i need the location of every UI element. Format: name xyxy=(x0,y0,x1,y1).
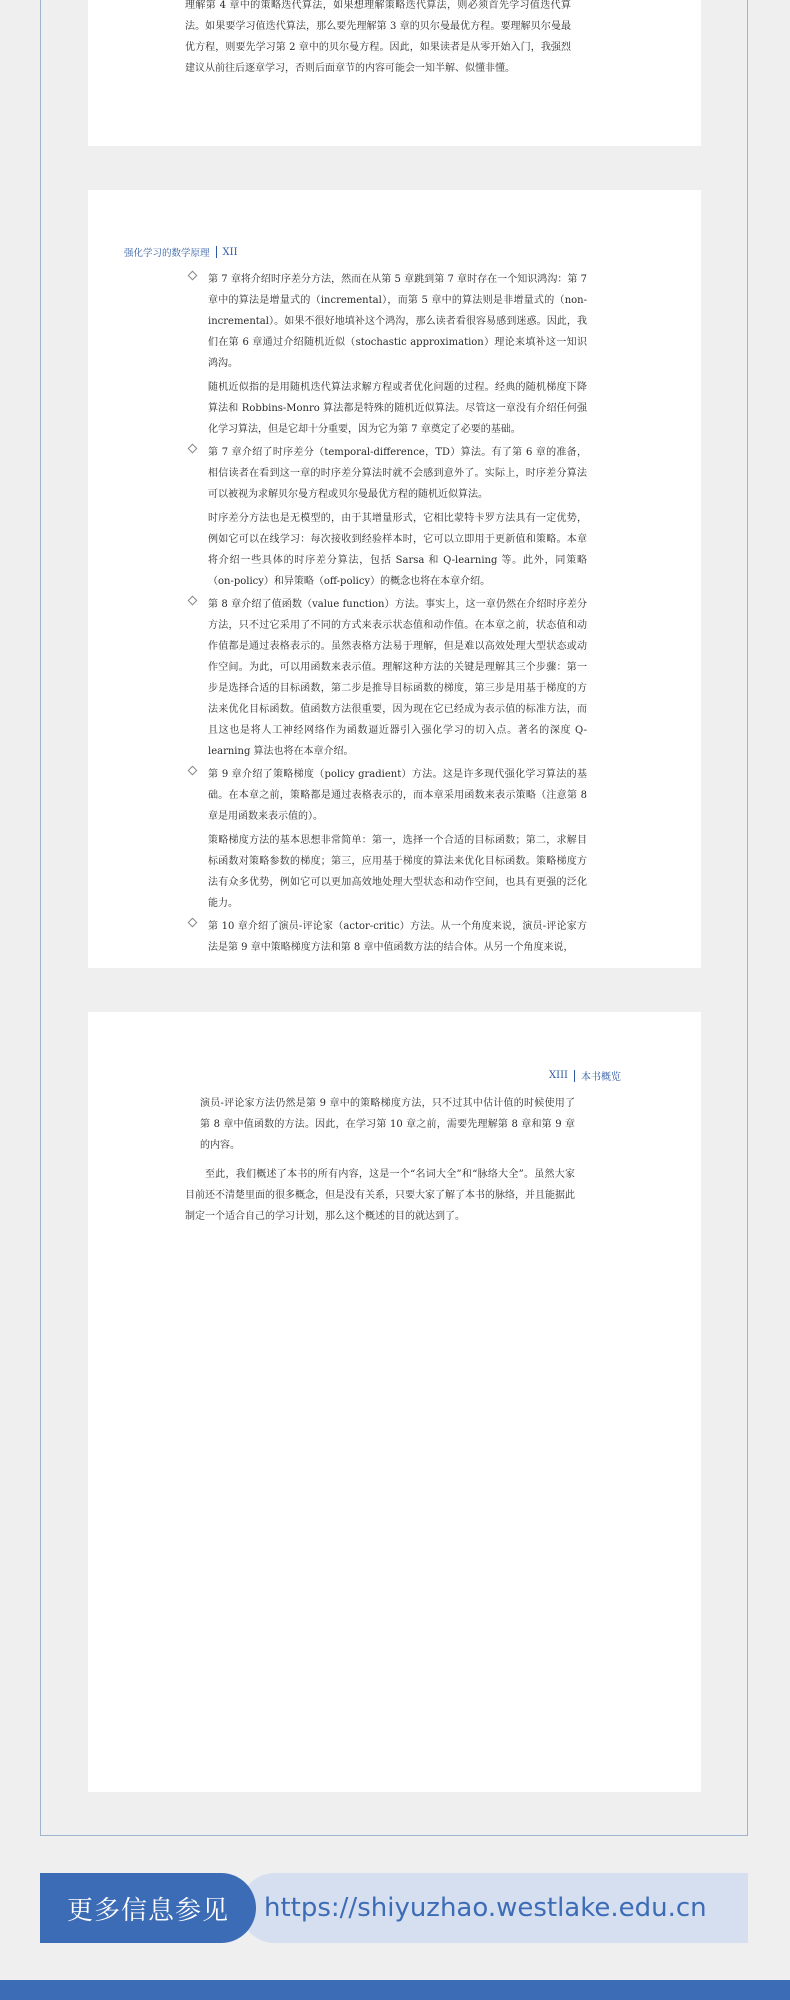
diamond-bullet-icon xyxy=(188,271,198,281)
running-header xyxy=(124,245,238,259)
item-text: 第 10 章介绍了演员-评论家（actor-critic）方法。从一个角度来说，演员-评论家方法是第 9 章中策略梯度方法和第 8 章中值函数方法的结合体。从另一个角度来说， xyxy=(208,921,587,953)
item-subtext: 策略梯度方法的基本思想非常简单：第一，选择一个合适的目标函数；第二，求解目标函数对策略参数的梯度；第三，应用基于梯度的算法来优化目标函数。策略梯度方法有众多优势，例如它可以更加高效地处理大型状态和动作空间，也具有更强的泛化能力。 xyxy=(208,835,587,909)
more-info-button[interactable]: 更多信息参见 xyxy=(40,1873,256,1943)
page-number: XII xyxy=(222,246,238,258)
diamond-bullet-icon xyxy=(188,444,198,454)
book-page-xiii xyxy=(88,1012,701,1792)
list-item xyxy=(208,269,587,440)
more-info-banner xyxy=(40,1873,748,1943)
diamond-bullet-icon xyxy=(188,596,198,606)
section-title: 本书概览 xyxy=(581,1072,621,1083)
item-text: 第 7 章将介绍时序差分方法，然而在从第 5 章跳到第 7 章时存在一个知识鸿沟：第 7 章中的算法是增量式的（incremental），而第 5 章中的算法则是非增量式的（non-incremental）。如果不很好地填补这个鸿沟，那么读者看很容易感到迷惑。因此，我们在第 6 章通过介绍随机近似（stochastic approximation）理论来填补这一知识鸿沟。 xyxy=(208,274,587,369)
diamond-bullet-icon xyxy=(188,918,198,928)
page-paragraph: 至此，我们概述了本书的所有内容，这是一个“名词大全”和“脉络大全”。虽然大家目前还不清楚里面的很多概念，但是没有关系，只要大家了解了本书的脉络，并且能据此制定一个适合自己的学习计划，那么这个概述的目的就达到了。 xyxy=(185,1169,575,1222)
website-link[interactable]: https://shiyuzhao.westlake.edu.cn xyxy=(240,1873,748,1943)
item-text: 第 8 章介绍了值函数（value function）方法。事实上，这一章仍然在介绍时序差分方法，只不过它采用了不同的方式来表示状态值和动作值。在本章之前，状态值和动作值都是通过表格表示的。虽然表格方法易于理解，但是难以高效处理大型状态或动作空间。为此，可以用函数来表示值。理解这种方法的关键是理解其三个步骤：第一步是选择合适的目标函数，第二步是推导目标函数的梯度，第三步是用基于梯度的方法来优化目标函数。值函数方法很重要，因为现在它已经成为表示值的标准方法，而且这也是将人工神经网络作为函数逼近器引入强化学习的切入点。著名的深度 Q-learning 算法也将在本章介绍。 xyxy=(208,599,587,757)
book-title: 强化学习的数学原理 xyxy=(124,248,210,259)
bottom-accent-bar xyxy=(0,1980,790,2000)
page-paragraph: 演员-评论家方法仍然是第 9 章中的策略梯度方法，只不过其中估计值的时候使用了第 8 章中值函数的方法。因此，在学习第 10 章之前，需要先理解第 8 章和第 9 章的内容。 xyxy=(200,1098,575,1151)
item-text: 第 7 章介绍了时序差分（temporal-difference，TD）算法。有了第 6 章的准备，相信读者在看到这一章的时序差分算法时就不会感到意外了。实际上，时序差分算法可以被视为求解贝尔曼方程或贝尔曼最优方程的随机近似算法。 xyxy=(208,447,587,500)
item-subtext: 时序差分方法也是无模型的，由于其增量形式，它相比蒙特卡罗方法具有一定优势，例如它可以在线学习：每次接收到经验样本时，它可以立即用于更新值和策略。本章将介绍一些具体的时序差分算法，包括 Sarsa 和 Q-learning 等。此外，同策略（on-policy）和异策略（off-policy）的概念也将在本章介绍。 xyxy=(208,513,587,587)
item-text: 第 9 章介绍了策略梯度（policy gradient）方法。这是许多现代强化学习算法的基础。在本章之前，策略都是通过表格表示的，而本章采用函数来表示策略（注意第 8 章是用函数来表示值的）。 xyxy=(208,769,587,822)
diamond-bullet-icon xyxy=(188,766,198,776)
chapter-list xyxy=(208,269,587,960)
running-header xyxy=(549,1068,621,1083)
page-body xyxy=(185,1093,575,1227)
list-item xyxy=(208,594,587,762)
page-paragraph: 理解第 4 章中的策略迭代算法，如果想理解策略迭代算法，则必须首先学习值迭代算法。如果要学习值迭代算法，那么要先理解第 3 章的贝尔曼最优方程。要理解贝尔曼最优方程，则要先学习第 2 章中的贝尔曼方程。因此，如果读者是从零开始入门，我强烈建议从前往后逐章学习，否则后面章节的内容可能会一知半解、似懂非懂。 xyxy=(185,0,571,74)
list-item xyxy=(208,916,587,958)
list-item xyxy=(208,442,587,592)
book-page-xii xyxy=(88,190,701,968)
header-divider xyxy=(216,246,217,258)
header-divider xyxy=(574,1070,575,1082)
list-item xyxy=(208,764,587,914)
item-subtext: 随机近似指的是用随机迭代算法求解方程或者优化问题的过程。经典的随机梯度下降算法和 Robbins-Monro 算法都是特殊的随机近似算法。尽管这一章没有介绍任何强化学习算法，但是它却十分重要，因为它为第 7 章奠定了必要的基础。 xyxy=(208,382,587,435)
page-number: XIII xyxy=(549,1070,568,1081)
book-page-top xyxy=(88,0,701,146)
